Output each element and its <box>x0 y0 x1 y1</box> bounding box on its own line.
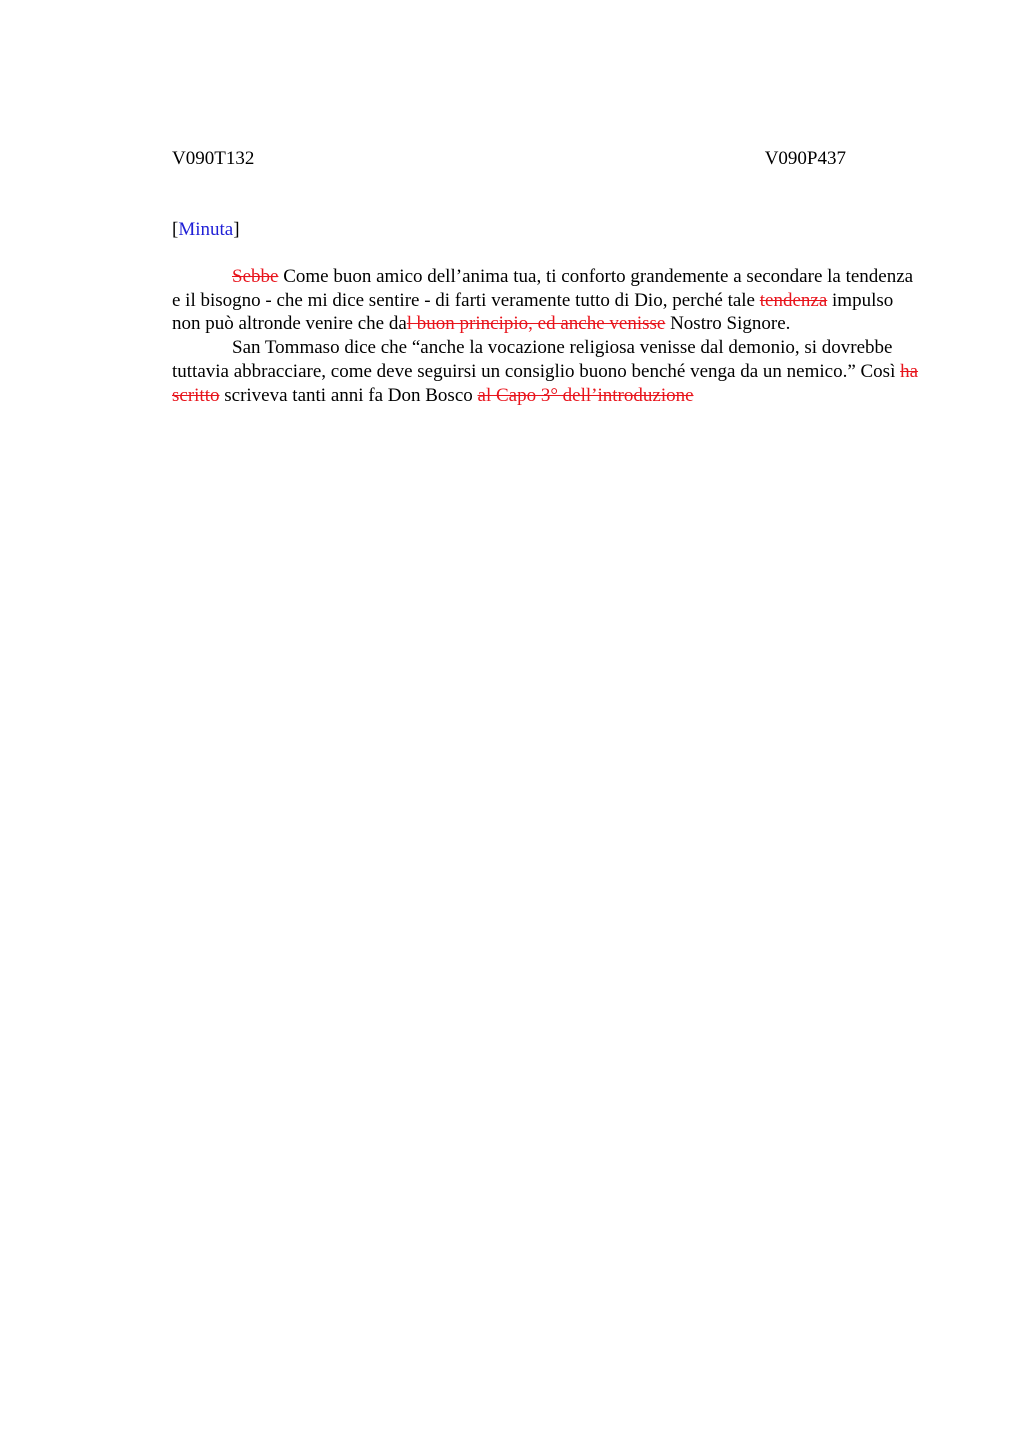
body-text: San Tommaso dice che “anche la vocazione religiosa venisse dal demonio, si dovrebbe tuttavia abbracciare, come deve seguirsi un consiglio buono benché venga da un nemico.” Così <box>172 337 901 382</box>
label-close-bracket: ] <box>233 219 240 240</box>
label-open-bracket: [ <box>172 219 179 240</box>
body-text: Come buon amico dell’anima tua, ti conforto grandemente a secondare la tendenza e il bisogno - che mi dice sentire - di farti veramente tutto di Dio, perché tale <box>172 266 914 311</box>
document-type-label <box>172 217 240 243</box>
body-text: scriveva tanti anni fa Don Bosco <box>219 384 478 406</box>
body-text: impulso non può altronde venire che da <box>172 289 894 335</box>
page-header <box>172 146 846 172</box>
body-text: Nostro Signore. <box>665 313 791 335</box>
paragraph-2 <box>172 336 922 407</box>
document-body <box>172 265 922 407</box>
paragraph-1 <box>172 265 922 336</box>
document-code-left: V090T132 <box>172 148 255 169</box>
document-code-right: V090P437 <box>764 148 846 169</box>
deleted-text: tendenza <box>759 289 828 311</box>
deleted-text: ha scritto <box>172 360 919 406</box>
deleted-text: al Capo 3° dell’introduzione <box>477 384 694 406</box>
deleted-text: Sebbe <box>232 266 279 287</box>
deleted-text: l buon principio, ed anche venisse <box>406 313 666 335</box>
label-word: Minuta <box>178 219 234 240</box>
